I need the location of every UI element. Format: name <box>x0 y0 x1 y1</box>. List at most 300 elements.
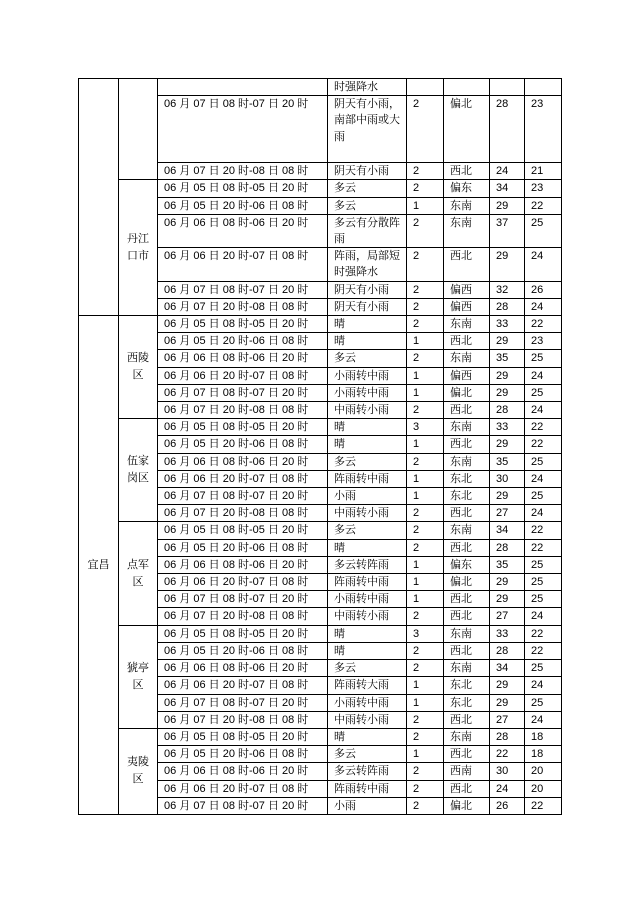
wind-level-cell <box>407 96 444 163</box>
wind-direction-cell <box>444 384 490 401</box>
table-row <box>79 180 562 197</box>
weather-cell <box>328 163 407 180</box>
wind-level-cell <box>407 163 444 180</box>
min-temp-cell <box>525 522 562 539</box>
wind-direction-cell <box>444 96 490 163</box>
period-cell <box>158 556 328 573</box>
max-temp-cell <box>490 298 525 315</box>
wind-direction-cell <box>444 488 490 505</box>
wind-direction-text: 东南 <box>450 199 472 212</box>
weather-text: 小雨转中雨 <box>334 369 389 382</box>
max-temp-text: 29 <box>496 679 509 692</box>
wind-direction-cell <box>444 333 490 350</box>
min-temp-cell <box>525 197 562 214</box>
weather-cell <box>328 402 407 419</box>
weather-text: 阵雨转大雨 <box>334 679 389 692</box>
min-temp-text: 23 <box>531 98 544 111</box>
wind-direction-cell <box>444 522 490 539</box>
weather-text: 小雨转中雨 <box>334 593 389 606</box>
wind-level-text: 2 <box>413 352 420 365</box>
wind-level-cell <box>407 591 444 608</box>
max-temp-cell <box>490 79 525 96</box>
min-temp-text: 24 <box>531 713 544 726</box>
weather-text: 阴天有小雨 <box>334 300 389 313</box>
period-text: 06 月 06 日 20 时-07 日 08 时 <box>164 576 309 589</box>
wind-level-text: 2 <box>413 300 420 313</box>
wind-level-text: 2 <box>413 713 420 726</box>
min-temp-cell <box>525 367 562 384</box>
wind-level-text: 3 <box>413 421 420 434</box>
weather-cell <box>328 488 407 505</box>
wind-level-cell <box>407 350 444 367</box>
min-temp-cell <box>525 763 562 780</box>
wind-level-cell <box>407 333 444 350</box>
min-temp-text: 26 <box>531 283 544 296</box>
wind-direction-text: 偏西 <box>450 300 472 313</box>
wind-level-cell <box>407 763 444 780</box>
period-text: 06 月 06 日 08 时-06 日 20 时 <box>164 352 309 365</box>
max-temp-cell <box>490 96 525 163</box>
wind-level-text: 1 <box>413 369 420 382</box>
weather-text: 阴天有小雨，南部中雨或大雨 <box>334 98 400 143</box>
max-temp-cell <box>490 436 525 453</box>
district-cell <box>119 419 158 522</box>
weather-cell <box>328 453 407 470</box>
weather-cell <box>328 436 407 453</box>
weather-cell <box>328 350 407 367</box>
period-cell <box>158 505 328 522</box>
wind-direction-cell <box>444 298 490 315</box>
min-temp-cell <box>525 728 562 745</box>
min-temp-text: 25 <box>531 386 544 399</box>
weather-cell <box>328 694 407 711</box>
max-temp-cell <box>490 281 525 298</box>
wind-direction-text: 西北 <box>450 593 472 606</box>
period-cell <box>158 453 328 470</box>
wind-direction-text: 东北 <box>450 490 472 503</box>
wind-level-text: 2 <box>413 610 420 623</box>
wind-direction-cell <box>444 79 490 96</box>
wind-direction-text: 东南 <box>450 318 472 331</box>
wind-direction-text: 偏北 <box>450 386 472 399</box>
weather-cell <box>328 180 407 197</box>
period-cell <box>158 281 328 298</box>
min-temp-text: 22 <box>531 799 544 812</box>
wind-direction-text: 西北 <box>450 748 472 761</box>
wind-level-text: 2 <box>413 318 420 331</box>
min-temp-cell <box>525 488 562 505</box>
min-temp-cell <box>525 660 562 677</box>
wind-direction-cell <box>444 248 490 281</box>
max-temp-text: 24 <box>496 165 509 178</box>
wind-direction-text: 西北 <box>450 541 472 554</box>
wind-direction-text: 西北 <box>450 507 472 520</box>
weather-text: 阵雨转中雨 <box>334 782 389 795</box>
district-name: 丹江口市 <box>126 232 149 262</box>
weather-text: 晴 <box>334 421 345 434</box>
weather-text: 多云 <box>334 524 356 537</box>
weather-text: 多云 <box>334 352 356 365</box>
wind-level-cell <box>407 746 444 763</box>
district-name: 夷陵区 <box>126 756 149 786</box>
max-temp-text: 28 <box>496 300 509 313</box>
wind-level-text: 1 <box>413 558 420 571</box>
weather-cell <box>328 384 407 401</box>
wind-direction-text: 东南 <box>450 662 472 675</box>
period-text: 06 月 07 日 08 时-07 日 20 时 <box>164 593 309 606</box>
min-temp-text: 18 <box>531 730 544 743</box>
weather-cell <box>328 333 407 350</box>
wind-direction-text: 偏北 <box>450 98 472 111</box>
max-temp-cell <box>490 470 525 487</box>
table-row <box>79 522 562 539</box>
wind-level-text: 3 <box>413 627 420 640</box>
min-temp-cell <box>525 780 562 797</box>
wind-direction-cell <box>444 728 490 745</box>
wind-level-cell <box>407 608 444 625</box>
district-cell <box>119 625 158 728</box>
max-temp-cell <box>490 488 525 505</box>
min-temp-text: 22 <box>531 627 544 640</box>
period-cell <box>158 539 328 556</box>
period-cell <box>158 780 328 797</box>
min-temp-text: 22 <box>531 199 544 212</box>
wind-direction-text: 偏东 <box>450 558 472 571</box>
period-cell <box>158 763 328 780</box>
max-temp-cell <box>490 728 525 745</box>
max-temp-text: 30 <box>496 765 509 778</box>
period-text: 06 月 06 日 08 时-06 日 20 时 <box>164 558 309 571</box>
weather-cell <box>328 780 407 797</box>
period-cell <box>158 384 328 401</box>
wind-level-cell <box>407 419 444 436</box>
period-cell <box>158 180 328 197</box>
wind-level-text: 1 <box>413 696 420 709</box>
min-temp-cell <box>525 505 562 522</box>
min-temp-text: 25 <box>531 455 544 468</box>
wind-level-text: 2 <box>413 765 420 778</box>
wind-level-cell <box>407 79 444 96</box>
weather-text: 小雨 <box>334 799 356 812</box>
weather-text: 阴天有小雨 <box>334 165 389 178</box>
wind-level-text: 1 <box>413 679 420 692</box>
wind-level-text: 1 <box>413 748 420 761</box>
wind-level-cell <box>407 180 444 197</box>
wind-direction-text: 东北 <box>450 696 472 709</box>
weather-cell <box>328 539 407 556</box>
weather-cell <box>328 763 407 780</box>
wind-level-cell <box>407 197 444 214</box>
weather-cell <box>328 316 407 333</box>
period-cell <box>158 746 328 763</box>
weather-cell <box>328 591 407 608</box>
weather-cell <box>328 728 407 745</box>
min-temp-cell <box>525 677 562 694</box>
weather-text: 阴天有小雨 <box>334 283 389 296</box>
city-name: 宜昌 <box>87 558 110 571</box>
wind-direction-cell <box>444 694 490 711</box>
wind-level-cell <box>407 384 444 401</box>
max-temp-cell <box>490 522 525 539</box>
min-temp-cell <box>525 402 562 419</box>
period-cell <box>158 163 328 180</box>
wind-direction-text: 东南 <box>450 352 472 365</box>
min-temp-text: 24 <box>531 369 544 382</box>
wind-direction-cell <box>444 470 490 487</box>
min-temp-cell <box>525 608 562 625</box>
min-temp-cell <box>525 180 562 197</box>
max-temp-text: 35 <box>496 558 509 571</box>
wind-level-cell <box>407 711 444 728</box>
wind-direction-cell <box>444 505 490 522</box>
wind-direction-cell <box>444 677 490 694</box>
wind-direction-text: 偏西 <box>450 283 472 296</box>
max-temp-text: 34 <box>496 524 509 537</box>
max-temp-text: 29 <box>496 386 509 399</box>
max-temp-text: 29 <box>496 369 509 382</box>
period-text: 06 月 07 日 20 时-08 日 08 时 <box>164 300 309 313</box>
wind-level-text: 2 <box>413 182 420 195</box>
city-cell <box>79 316 119 815</box>
wind-level-text: 1 <box>413 593 420 606</box>
min-temp-text: 24 <box>531 300 544 313</box>
wind-direction-cell <box>444 763 490 780</box>
wind-level-cell <box>407 281 444 298</box>
weather-cell <box>328 642 407 659</box>
table-row <box>79 625 562 642</box>
min-temp-cell <box>525 453 562 470</box>
max-temp-text: 33 <box>496 318 509 331</box>
wind-level-text: 2 <box>413 404 420 417</box>
wind-level-cell <box>407 402 444 419</box>
max-temp-cell <box>490 660 525 677</box>
max-temp-text: 29 <box>496 490 509 503</box>
weather-text: 中雨转小雨 <box>334 610 389 623</box>
wind-direction-text: 西北 <box>450 713 472 726</box>
min-temp-cell <box>525 350 562 367</box>
min-temp-text: 22 <box>531 644 544 657</box>
wind-direction-text: 东南 <box>450 421 472 434</box>
period-text: 06 月 07 日 08 时-07 日 20 时 <box>164 98 309 111</box>
wind-direction-cell <box>444 556 490 573</box>
max-temp-text: 28 <box>496 404 509 417</box>
weather-text: 阵雨转中雨 <box>334 472 389 485</box>
wind-direction-text: 西北 <box>450 335 472 348</box>
max-temp-cell <box>490 797 525 814</box>
max-temp-cell <box>490 608 525 625</box>
period-text: 06 月 07 日 20 时-08 日 08 时 <box>164 713 309 726</box>
weather-cell <box>328 248 407 281</box>
wind-level-cell <box>407 574 444 591</box>
period-text: 06 月 07 日 20 时-08 日 08 时 <box>164 507 309 520</box>
wind-direction-cell <box>444 711 490 728</box>
period-cell <box>158 333 328 350</box>
period-cell <box>158 608 328 625</box>
wind-level-cell <box>407 522 444 539</box>
wind-direction-cell <box>444 591 490 608</box>
max-temp-text: 29 <box>496 576 509 589</box>
max-temp-cell <box>490 350 525 367</box>
min-temp-cell <box>525 316 562 333</box>
period-text: 06 月 06 日 08 时-06 日 20 时 <box>164 216 309 229</box>
wind-level-cell <box>407 214 444 247</box>
min-temp-cell <box>525 419 562 436</box>
district-cell <box>119 316 158 419</box>
wind-direction-text: 西北 <box>450 610 472 623</box>
wind-direction-cell <box>444 402 490 419</box>
wind-level-cell <box>407 248 444 281</box>
weather-cell <box>328 660 407 677</box>
min-temp-text: 25 <box>531 593 544 606</box>
wind-level-cell <box>407 488 444 505</box>
max-temp-text: 37 <box>496 216 509 229</box>
wind-direction-text: 西北 <box>450 404 472 417</box>
wind-direction-text: 偏西 <box>450 369 472 382</box>
wind-direction-cell <box>444 746 490 763</box>
wind-level-text: 1 <box>413 576 420 589</box>
min-temp-text: 18 <box>531 748 544 761</box>
district-name: 猇亭区 <box>126 661 149 691</box>
period-text: 06 月 05 日 20 时-06 日 08 时 <box>164 748 309 761</box>
max-temp-text: 34 <box>496 662 509 675</box>
weather-cell <box>328 197 407 214</box>
period-cell <box>158 522 328 539</box>
min-temp-cell <box>525 470 562 487</box>
district-name: 西陵区 <box>126 352 149 382</box>
wind-level-cell <box>407 436 444 453</box>
max-temp-text: 28 <box>496 644 509 657</box>
period-cell <box>158 367 328 384</box>
max-temp-cell <box>490 677 525 694</box>
wind-direction-text: 东南 <box>450 627 472 640</box>
forecast-table <box>78 78 562 815</box>
min-temp-cell <box>525 298 562 315</box>
max-temp-cell <box>490 625 525 642</box>
period-cell <box>158 574 328 591</box>
min-temp-text: 24 <box>531 507 544 520</box>
wind-level-cell <box>407 797 444 814</box>
wind-level-cell <box>407 660 444 677</box>
table-row <box>79 419 562 436</box>
wind-level-cell <box>407 316 444 333</box>
max-temp-text: 29 <box>496 335 509 348</box>
weather-text: 小雨转中雨 <box>334 386 389 399</box>
max-temp-cell <box>490 780 525 797</box>
min-temp-cell <box>525 163 562 180</box>
wind-level-text: 2 <box>413 662 420 675</box>
period-text: 06 月 06 日 20 时-07 日 08 时 <box>164 679 309 692</box>
weather-text: 晴 <box>334 644 345 657</box>
wind-direction-text: 东北 <box>450 679 472 692</box>
max-temp-cell <box>490 505 525 522</box>
period-text: 06 月 06 日 20 时-07 日 08 时 <box>164 369 309 382</box>
max-temp-text: 29 <box>496 199 509 212</box>
min-temp-cell <box>525 384 562 401</box>
min-temp-text: 25 <box>531 490 544 503</box>
max-temp-cell <box>490 384 525 401</box>
period-cell <box>158 402 328 419</box>
min-temp-cell <box>525 694 562 711</box>
period-cell <box>158 96 328 163</box>
min-temp-text: 21 <box>531 165 544 178</box>
weather-text: 多云 <box>334 455 356 468</box>
weather-text: 中雨转小雨 <box>334 507 389 520</box>
weather-text: 多云 <box>334 182 356 195</box>
min-temp-cell <box>525 746 562 763</box>
min-temp-text: 23 <box>531 182 544 195</box>
wind-direction-cell <box>444 797 490 814</box>
wind-direction-cell <box>444 214 490 247</box>
wind-direction-cell <box>444 780 490 797</box>
max-temp-text: 33 <box>496 627 509 640</box>
max-temp-cell <box>490 453 525 470</box>
wind-level-cell <box>407 728 444 745</box>
min-temp-cell <box>525 711 562 728</box>
min-temp-cell <box>525 642 562 659</box>
max-temp-cell <box>490 197 525 214</box>
min-temp-cell <box>525 797 562 814</box>
weather-cell <box>328 367 407 384</box>
max-temp-text: 27 <box>496 507 509 520</box>
min-temp-text: 24 <box>531 679 544 692</box>
max-temp-text: 28 <box>496 541 509 554</box>
max-temp-text: 33 <box>496 421 509 434</box>
period-text: 06 月 06 日 20 时-07 日 08 时 <box>164 782 309 795</box>
period-text: 06 月 07 日 08 时-07 日 20 时 <box>164 283 309 296</box>
max-temp-cell <box>490 574 525 591</box>
period-cell <box>158 248 328 281</box>
wind-level-text: 2 <box>413 507 420 520</box>
weather-text: 多云 <box>334 199 356 212</box>
max-temp-text: 26 <box>496 799 509 812</box>
wind-direction-text: 西北 <box>450 438 472 451</box>
max-temp-text: 22 <box>496 748 509 761</box>
min-temp-cell <box>525 96 562 163</box>
period-cell <box>158 214 328 247</box>
weather-text: 晴 <box>334 541 345 554</box>
min-temp-cell <box>525 574 562 591</box>
min-temp-cell <box>525 333 562 350</box>
weather-cell <box>328 797 407 814</box>
wind-direction-cell <box>444 574 490 591</box>
wind-direction-cell <box>444 180 490 197</box>
wind-level-text: 2 <box>413 782 420 795</box>
wind-direction-cell <box>444 660 490 677</box>
min-temp-cell <box>525 591 562 608</box>
weather-text: 晴 <box>334 318 345 331</box>
max-temp-cell <box>490 333 525 350</box>
max-temp-text: 29 <box>496 438 509 451</box>
weather-cell <box>328 470 407 487</box>
max-temp-cell <box>490 711 525 728</box>
weather-cell <box>328 522 407 539</box>
wind-direction-cell <box>444 367 490 384</box>
wind-direction-cell <box>444 281 490 298</box>
min-temp-cell <box>525 214 562 247</box>
wind-direction-text: 西北 <box>450 782 472 795</box>
max-temp-cell <box>490 763 525 780</box>
district-name: 点军区 <box>126 558 149 588</box>
wind-direction-text: 西南 <box>450 765 472 778</box>
max-temp-cell <box>490 163 525 180</box>
period-cell <box>158 350 328 367</box>
max-temp-cell <box>490 642 525 659</box>
min-temp-text: 25 <box>531 576 544 589</box>
weather-text: 晴 <box>334 438 345 451</box>
period-cell <box>158 728 328 745</box>
period-cell <box>158 677 328 694</box>
period-text: 06 月 06 日 08 时-06 日 20 时 <box>164 765 309 778</box>
